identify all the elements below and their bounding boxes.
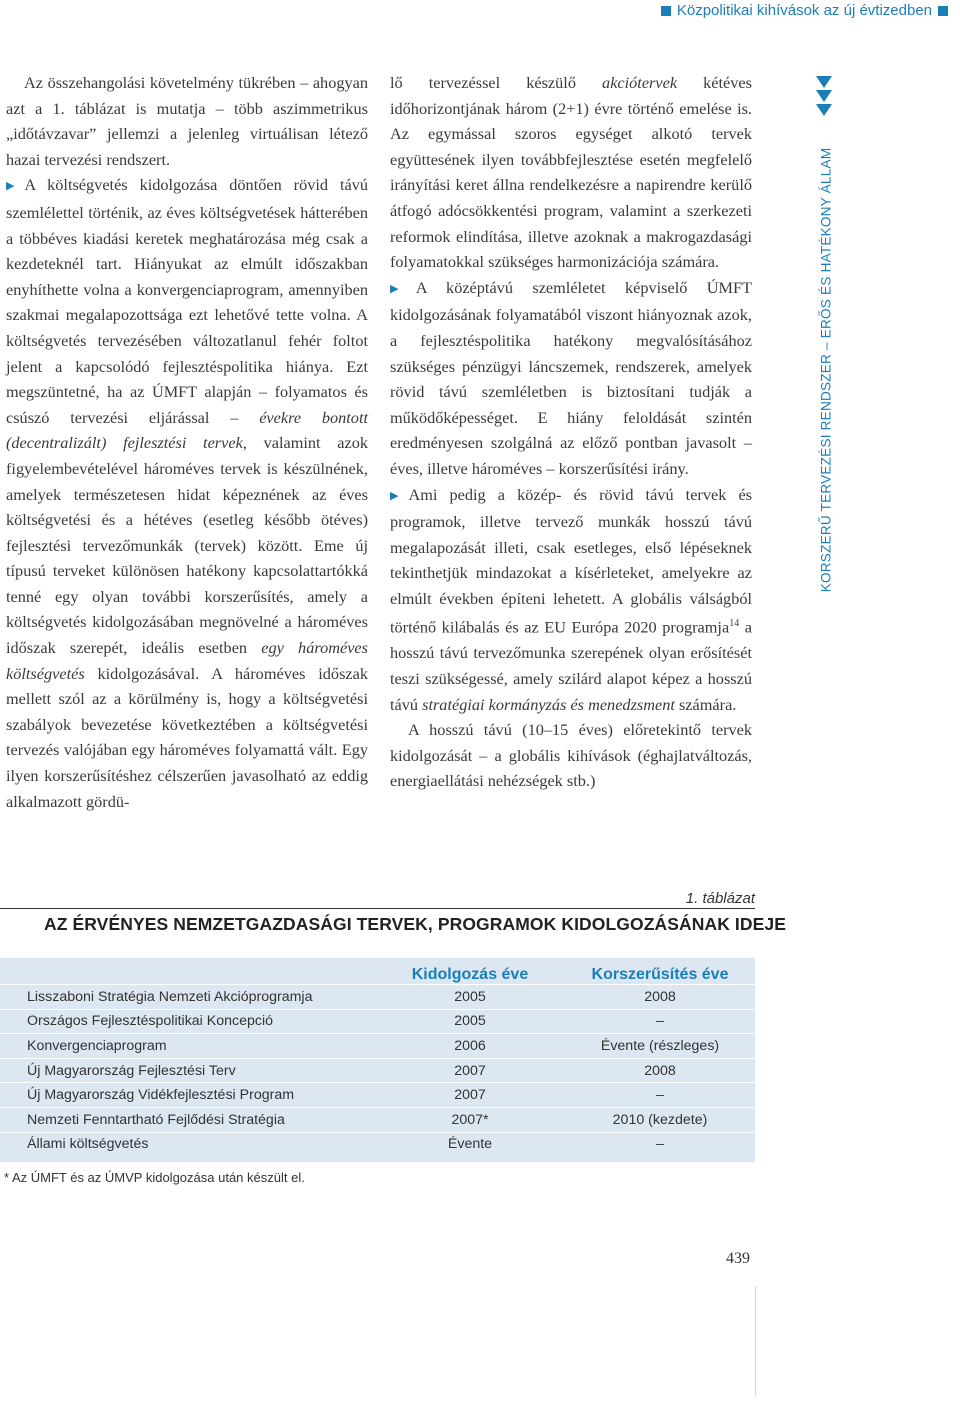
triangle-bullet-icon: ▶ bbox=[6, 180, 23, 193]
left-column bbox=[6, 70, 368, 814]
right-column bbox=[390, 70, 752, 794]
table-cell: Lisszaboni Stratégia Nemzeti Akcióprogramja bbox=[0, 985, 375, 1010]
down-triangle-icon bbox=[816, 104, 832, 116]
square-bullet-icon bbox=[938, 6, 948, 16]
page-rule bbox=[755, 1286, 756, 1396]
left-paragraph-2: ▶ A költségvetés kidolgozása döntően rövid távú szemlélettel történik, az éves költségvetések hátterében a többéves kiadási keretek meghatározása még csak a kezdeteknél tart. Hiányukat az elmúlt időszakban enyhíthette volna a konvergenciaprogram, amennyiben szakmai megalapozottsága ezt lehetővé tette volna. A költségvetés tervezésében változatlanul fehér foltot jelent a kapcsolódó fejlesztéspolitika hiánya. Ezt megszüntetné, ha az ÚMFT alapján – folyamatos és csúszó tervezési eljárással – évekre bontott (decentralizált) fejlesztési tervek, valamint azok figyelembevételével hároméves tervek is készülnének, amelyek természetesen hidat képeznének az éves költségvetési és a hétéves (esetleg később ötéves) fejlesztési tervezőmunkák (tervek) között. Eme új típusú terveket különösen hatékony kapcsolattartókká tenné egy olyan további korszerűsítés, amely a költségvetés kidolgozásában megnövelné a hároméves időszak szerepét, ideális esetben egy hároméves költségvetés kidolgozásával. A hároméves időszak mellett szól az a körülmény is, hogy a költségvetési szabályok bevezetése következtében a költségvetési tervezés valójában egy hároméves folyamattá vált. Egy ilyen korszerűsítéshez célszerűen javasolható az eddig alkalmazott gördü- bbox=[6, 175, 369, 811]
table-cell: Évente (részleges) bbox=[565, 1034, 755, 1059]
triangle-bullet-icon: ▶ bbox=[390, 489, 407, 502]
down-triangle-icon bbox=[816, 76, 832, 88]
table-title: AZ ÉRVÉNYES NEMZETGAZDASÁGI TERVEK, PROGRAMOK KIDOLGOZÁSÁNAK IDEJE bbox=[44, 914, 786, 934]
table-cell: Évente bbox=[375, 1132, 565, 1156]
table-cell: 2007 bbox=[375, 1083, 565, 1108]
table-footnote: * Az ÚMFT és az ÚMVP kidolgozása után készült el. bbox=[4, 1170, 305, 1185]
table-cell: – bbox=[565, 1083, 755, 1108]
square-bullet-icon bbox=[661, 6, 671, 16]
right-paragraph-3: ▶ Ami pedig a közép- és rövid távú tervek és programok, illetve tervező munkák hosszú távú megalapozását illeti, csak esetleges, első lépéseknek tekinthetjük mindazokat a kísérleteket, amelyekre az elmúlt években építeni lehetett. A globális válságból történő kilábalás és az EU Európa 2020 programja$^{14}$ a hosszú távú tervezőmunka szerepének olyan erősítését teszi szükségessé, amely szilárd alapot képez a hosszú távú stratégiai kormányzás és menedzsment számára. bbox=[390, 484, 753, 714]
table-row bbox=[0, 1107, 755, 1132]
table-rule bbox=[0, 908, 755, 909]
running-header bbox=[661, 2, 948, 19]
table-cell: – bbox=[565, 1132, 755, 1156]
table-row bbox=[0, 1132, 755, 1156]
table-header-updated: Korszerűsítés éve bbox=[591, 966, 729, 983]
table-cell: 2008 bbox=[565, 1058, 755, 1083]
table-row bbox=[0, 1034, 755, 1059]
side-arrows bbox=[812, 76, 836, 116]
table-cell: Új Magyarország Fejlesztési Terv bbox=[0, 1058, 375, 1083]
right-paragraph-4: A hosszú távú (10–15 éves) előretekintő tervek kidolgozását – a globális kihívások (éghajlatváltozás, energiaellátási nehézségek stb.) bbox=[390, 720, 752, 791]
triangle-bullet-icon: ▶ bbox=[390, 282, 414, 295]
table-cell: 2005 bbox=[375, 985, 565, 1010]
table-header-drafted: Kidolgozás éve bbox=[411, 966, 529, 983]
table-cell: Nemzeti Fenntartható Fejlődési Stratégia bbox=[0, 1107, 375, 1132]
right-paragraph-2: ▶ A középtávú szemléletet képviselő ÚMFT kidolgozásának folyamatából viszont hiányoznak azok, a fejlesztéspolitika hatékony megvalósításához szükséges pénzügyi láncszemek, rendszerek, amelyek rövid távú szemléletben is biztosítani tudják a működőképességet. E hiány feloldását szintén eredményesen szolgálná az előző pontban javasolt – éves, illetve hároméves – korszerűsítési irány. bbox=[390, 277, 753, 478]
table-row bbox=[0, 1058, 755, 1083]
table-header-name bbox=[0, 960, 375, 985]
table-header-row bbox=[0, 960, 755, 985]
table-cell: 2010 (kezdete) bbox=[565, 1107, 755, 1132]
left-paragraph-1: Az összehangolási követelmény tükrében – ahogyan azt a 1. táblázat is mutatja – több aszimmetrikus „időtávzavar” jellemzi a jelenleg virtuálisan létező hazai tervezési rendszert. bbox=[6, 73, 368, 169]
table-cell: Konvergenciaprogram bbox=[0, 1034, 375, 1059]
table-cell: 2006 bbox=[375, 1034, 565, 1059]
page-number: 439 bbox=[726, 1250, 750, 1267]
table-cell: 2008 bbox=[565, 985, 755, 1010]
table-cell: 2007 bbox=[375, 1058, 565, 1083]
table-cell: Új Magyarország Vidékfejlesztési Program bbox=[0, 1083, 375, 1108]
right-paragraph-1: lő tervezéssel készülő akciótervek kétéves időhorizontjának három (2+1) évre történő emelése is. Az egymással szoros egységet alkotó tervek együttesének ilyen továbbfejlesztése esetén megfelelő irányítási keret állna rendelkezésre a napirendre kerülő átfogó adócsökkentési program, valamint a szerkezeti reformok elindítása, illetve azoknak a makrogazdasági folyamatokkal szükséges harmonizációja számára. bbox=[390, 73, 752, 272]
plans-table bbox=[0, 960, 755, 1156]
down-triangle-icon bbox=[816, 90, 832, 102]
table-cell: 2005 bbox=[375, 1009, 565, 1034]
table-label: 1. táblázat bbox=[685, 890, 755, 907]
header-title: Közpolitikai kihívások az új évtizedben bbox=[676, 2, 932, 19]
table-row bbox=[0, 985, 755, 1010]
table-row bbox=[0, 1083, 755, 1108]
table-cell: – bbox=[565, 1009, 755, 1034]
table-cell: 2007* bbox=[375, 1107, 565, 1132]
table-cell: Országos Fejlesztéspolitikai Koncepció bbox=[0, 1009, 375, 1034]
table-cell: Állami költségvetés bbox=[0, 1132, 375, 1156]
table-row bbox=[0, 1009, 755, 1034]
